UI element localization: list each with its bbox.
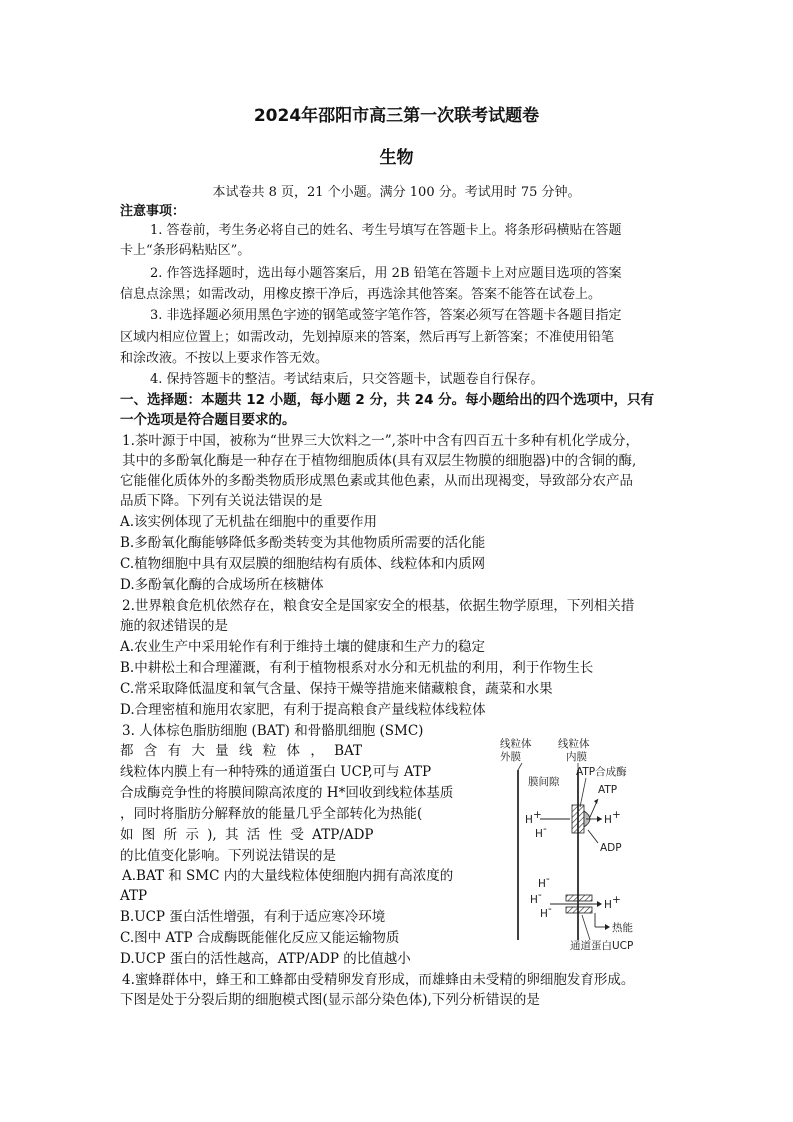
q3-stem-line: 3. 人体棕色脂肪细胞 (BAT) 和骨骼肌细胞 (SMC) xyxy=(122,723,424,739)
label-h: H xyxy=(604,899,612,911)
q4-stem-line: 下图是处于分裂后期的细胞模式图(显示部分染色体),下列分析错误的是 xyxy=(120,992,540,1008)
subject-title: 生物 xyxy=(379,148,414,168)
q2-stem-line: 施的叙述错误的是 xyxy=(120,618,228,634)
notice-line: 3. 非选择题必须用黑色字迹的钢笔或签字笔作答，答案必须写在答题卡各题目指定 xyxy=(150,308,622,323)
q3-option-d: D.UCP 蛋白的活性越高，ATP/ADP 的比值越小 xyxy=(120,951,411,967)
label-h: H xyxy=(604,814,612,826)
notice-heading: 注意事项： xyxy=(120,204,186,219)
exam-info: 本试卷共 8 页，21 个小题。满分 100 分。考试用时 75 分钟。 xyxy=(212,185,581,200)
q2-option-a: A.农业生产中采用轮作有利于维持土壤的健康和生产力的稳定 xyxy=(120,639,486,655)
q3-option-b: B.UCP 蛋白活性增强，有利于适应寒冷环境 xyxy=(120,909,386,925)
notice-line: 1. 答卷前，考生务必将自己的姓名、考生号填写在答题卡上。将条形码横贴在答题 xyxy=(150,223,622,238)
ucp-shape-bottom xyxy=(566,907,592,913)
label-h: H xyxy=(535,828,543,840)
label-h: H xyxy=(525,814,533,826)
atp-synthase-shape xyxy=(572,805,584,833)
q3-stem-line: 都 含 有 大 量 线 粒 体 ， BAT xyxy=(120,743,363,759)
q3-option-a-cont: ATP xyxy=(120,888,148,904)
notice-line: 和涂改液。不按以上要求作答无效。 xyxy=(120,351,329,366)
q3-stem-line: 合成酶竞争性的将膜间隙高浓度的 H*回收到线粒体基质 xyxy=(120,785,454,801)
q3-option-a: A.BAT 和 SMC 内的大量线粒体使细胞内拥有高浓度的 xyxy=(122,868,454,884)
q3-stem-line: 的比值变化影响。下列说法错误的是 xyxy=(120,848,336,864)
label-atp: ATP xyxy=(598,784,618,796)
q1-stem-line: 品质下降。下列有关说法错误的是 xyxy=(120,493,323,509)
notice-line: 4. 保持答题卡的整洁。考试结束后，只交答题卡，试题卷自行保存。 xyxy=(150,372,544,387)
notice-line: 2. 作答选择题时，选出每小题答案后，用 2B 铅笔在答题卡上对应题目选项的答案 xyxy=(150,266,622,281)
q3-stem-line: 如 图 所 示 ), 其 活 性 受 ATP/ADP xyxy=(120,827,374,843)
section-heading: 一、选择题：本题共 12 小题，每小题 2 分，共 24 分。每小题给出的四个选项中，只有 xyxy=(120,392,655,408)
label-adp: ADP xyxy=(600,842,622,854)
q1-option-c: C.植物细胞中具有双层膜的细胞结构有质体、线粒体和内质网 xyxy=(120,556,486,572)
q2-option-b: B.中耕松土和合理灌溉，有利于植物根系对水分和无机盐的利用，利于作物生长 xyxy=(120,660,594,676)
svg-text:-: - xyxy=(543,823,547,835)
q3-stem-line: 线粒体内膜上有一种特殊的通道蛋白 UCP,可与 ATP xyxy=(120,764,432,780)
label-ucp: 通道蛋白UCP xyxy=(570,940,634,952)
label-h: H xyxy=(540,908,548,920)
label-heat: 热能 xyxy=(612,922,633,934)
label-intermembrane: 膜间隙 xyxy=(528,776,560,788)
label-h: H xyxy=(530,894,538,906)
notice-line: 区域内相应位置上；如需改动，先划掉原来的答案，然后再写上新答案；不准使用铅笔 xyxy=(120,330,615,345)
mitochondria-membrane-figure xyxy=(490,735,690,955)
ucp-shape-top xyxy=(566,895,592,901)
q2-stem-line: 2.世界粮食危机依然存在，粮食安全是国家安全的根基，依据生物学原理，下列相关措 xyxy=(122,598,635,614)
notice-line: 信息点涂黑；如需改动，用橡皮擦干净后，再选涂其他答案。答案不能答在试卷上。 xyxy=(120,287,602,302)
q2-option-d: D.合理密植和施用农家肥，有利于提高粮食产量线粒体线粒体 xyxy=(120,702,486,718)
label-inner-membrane-2: 内膜 xyxy=(566,751,587,763)
label-h: H xyxy=(538,878,546,890)
q1-option-b: B.多酚氧化酶能够降低多酚类转变为其他物质所需要的活化能 xyxy=(120,535,486,551)
notice-line: 卡上“条形码粘贴区”。 xyxy=(120,243,251,258)
section-heading: 一个选项是符合题目要求的。 xyxy=(120,412,296,428)
q2-option-c: C.常采取降低温度和氧气含量、保持干燥等措施来储藏粮食，蔬菜和水果 xyxy=(120,681,553,697)
svg-text:+: + xyxy=(612,894,621,906)
svg-text:-: - xyxy=(546,873,550,885)
exam-title: 2024年邵阳市高三第一次联考试题卷 xyxy=(253,106,540,126)
svg-text:+: + xyxy=(612,809,621,821)
q1-option-a: A.该实例体现了无机盐在细胞中的重要作用 xyxy=(120,514,378,530)
svg-text:-: - xyxy=(548,903,552,915)
q3-stem-line: ，同时将脂肪分解释放的能量几乎全部转化为热能( xyxy=(120,806,423,822)
svg-text:-: - xyxy=(538,889,542,901)
q1-option-d: D.多酚氧化酶的合成场所在核糖体 xyxy=(120,577,324,593)
q4-stem-line: 4.蜜蜂群体中，蜂王和工蜂都由受精卵发育形成，而雄蜂由未受精的卵细胞发育形成。 xyxy=(122,972,635,988)
svg-text:+: + xyxy=(533,809,542,821)
q1-stem-line: 1.茶叶源于中国，被称为“世界三大饮料之一”,茶叶中含有四百五十多种有机化学成分， xyxy=(122,433,639,449)
label-outer-membrane: 线粒体 xyxy=(500,738,532,750)
q1-stem-line: 它能催化质体外的多酚类物质形成黑色素或其他色素，从而出现褐变，导致部分农产品 xyxy=(120,473,633,489)
q1-stem-line: 其中的多酚氧化酶是一种存在于植物细胞质体(具有双层生物膜的细胞器)中的含铜的酶, xyxy=(122,453,637,469)
q3-option-c: C.图中 ATP 合成酶既能催化反应又能运输物质 xyxy=(120,930,400,946)
label-atp-synthase: ATP合成酶 xyxy=(576,766,627,778)
label-inner-membrane: 线粒体 xyxy=(558,738,590,750)
label-outer-membrane-2: 外膜 xyxy=(500,751,521,763)
